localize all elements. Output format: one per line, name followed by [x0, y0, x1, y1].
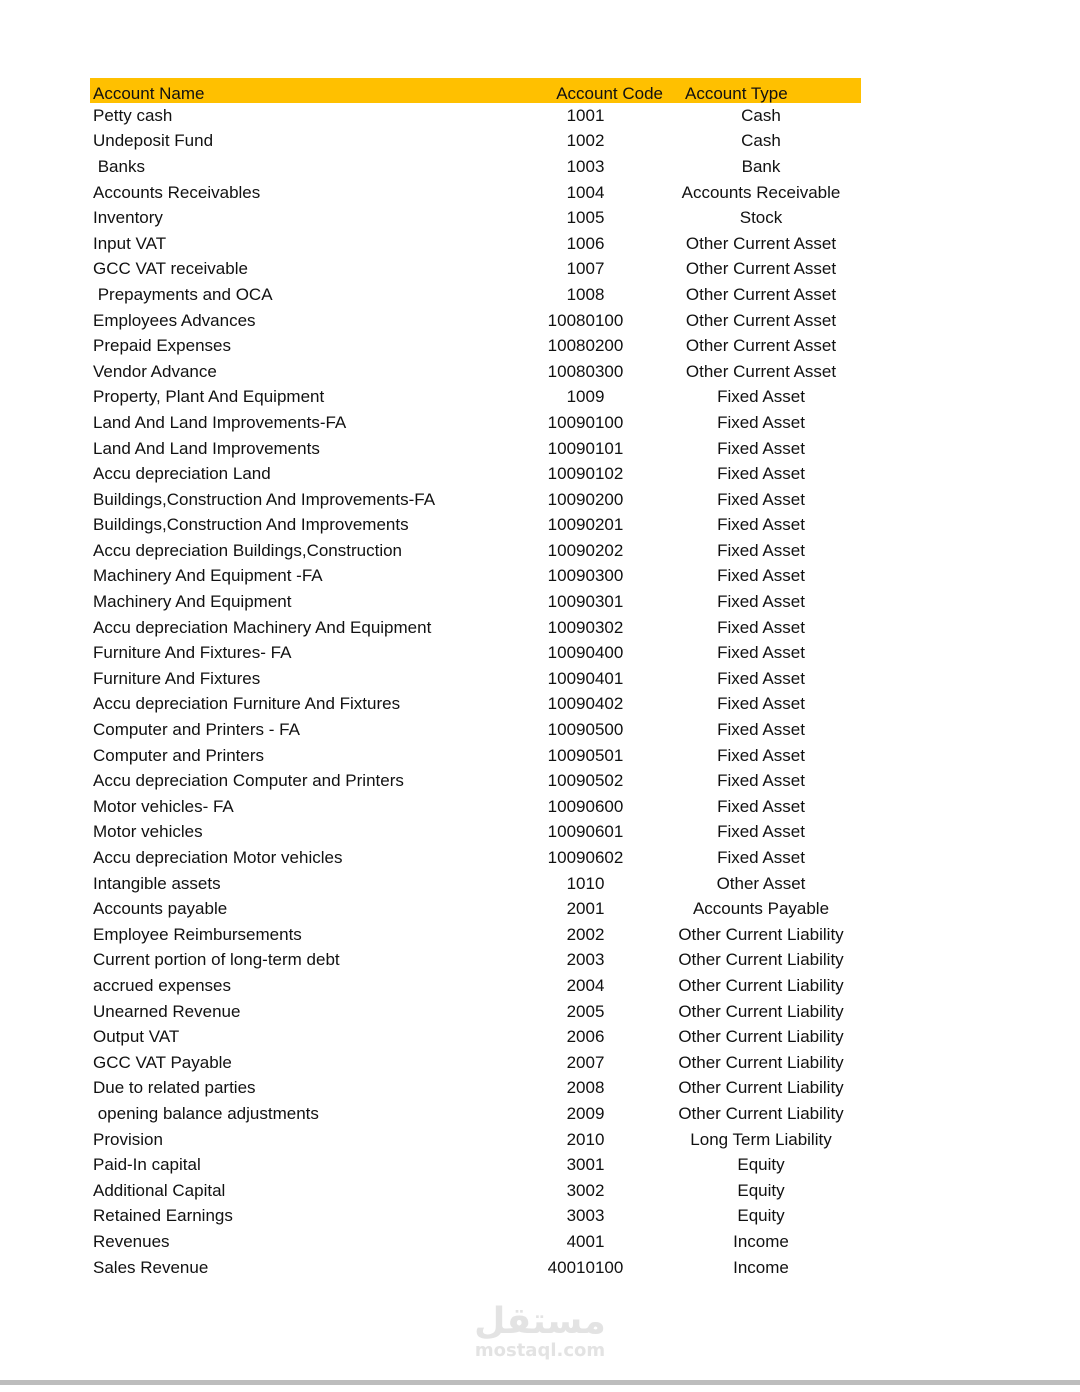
account-code-cell: 10090601 [547, 822, 624, 842]
watermark-logo-arabic: مستقل [474, 1301, 606, 1342]
table-header-row [90, 78, 861, 103]
account-type-cell: Equity [737, 1155, 785, 1175]
account-name-cell: Accu depreciation Buildings,Construction [93, 540, 403, 560]
account-name-cell: Undeposit Fund [93, 131, 214, 151]
account-code-cell: 1008 [566, 284, 605, 304]
table-row [90, 333, 861, 359]
account-name-cell: Furniture And Fixtures- FA [93, 643, 292, 663]
account-name-cell: Accu depreciation Motor vehicles [93, 848, 343, 868]
table-row [90, 103, 861, 129]
account-code-cell: 1006 [566, 233, 605, 253]
account-name-cell: Motor vehicles [93, 822, 203, 842]
account-code-cell: 1010 [566, 873, 605, 893]
account-type-cell: Other Current Liability [678, 975, 844, 995]
account-type-cell: Other Current Asset [685, 336, 837, 356]
account-type-cell: Fixed Asset [717, 796, 805, 816]
account-code-cell: 3003 [566, 1206, 605, 1226]
table-row [90, 205, 861, 231]
account-name-cell: Vendor Advance [93, 361, 217, 381]
account-name-cell: Retained Earnings [93, 1206, 233, 1226]
account-type-cell: Other Current Asset [685, 361, 837, 381]
account-code-cell: 10090300 [547, 566, 624, 586]
account-code-cell: 3002 [566, 1180, 605, 1200]
table-row [90, 1178, 861, 1204]
header-account-code-label: Account Code [556, 84, 663, 103]
account-name-cell: Accu depreciation Land [93, 464, 271, 484]
account-type-cell: Equity [737, 1180, 785, 1200]
table-row [90, 1101, 861, 1127]
table-row [90, 743, 861, 769]
account-code-cell: 10090201 [547, 515, 624, 535]
table-row [90, 538, 861, 564]
account-name-cell: Machinery And Equipment [93, 592, 292, 612]
table-row [90, 615, 861, 641]
account-type-cell: Accounts Payable [692, 899, 830, 919]
table-row [90, 845, 861, 871]
account-code-cell: 4001 [566, 1231, 605, 1251]
account-name-cell: accrued expenses [93, 975, 231, 995]
table-row [90, 1076, 861, 1102]
account-code-cell: 10090302 [547, 617, 624, 637]
account-type-cell: Other Current Asset [685, 310, 837, 330]
watermark-logo-latin: mostaql.com [474, 1340, 606, 1361]
account-name-cell: Unearned Revenue [93, 1001, 241, 1021]
account-type-cell: Fixed Asset [717, 720, 805, 740]
account-code-cell: 10090502 [547, 771, 624, 791]
account-code-cell: 1007 [566, 259, 605, 279]
account-code-cell: 1005 [566, 208, 605, 228]
account-name-cell: GCC VAT receivable [93, 259, 248, 279]
account-name-cell: Sales Revenue [93, 1257, 209, 1277]
account-type-cell: Fixed Asset [717, 566, 805, 586]
account-code-cell: 2003 [566, 950, 605, 970]
account-type-cell: Long Term Liability [690, 1129, 832, 1149]
table-row [90, 871, 861, 897]
account-name-cell: Machinery And Equipment -FA [93, 566, 323, 586]
account-type-cell: Accounts Receivable [681, 182, 841, 202]
account-code-cell: 1001 [566, 105, 605, 125]
table-row [90, 257, 861, 283]
table-row [90, 1255, 861, 1281]
table-row [90, 308, 861, 334]
table-row [90, 1152, 861, 1178]
account-name-cell: Furniture And Fixtures [93, 668, 261, 688]
table-row [90, 1229, 861, 1255]
table-row [90, 820, 861, 846]
account-name-cell: Accu depreciation Computer and Printers [93, 771, 404, 791]
table-row [90, 180, 861, 206]
table-row [90, 589, 861, 615]
table-row [90, 948, 861, 974]
account-code-cell: 10090402 [547, 694, 624, 714]
account-name-cell: Accu depreciation Furniture And Fixtures [93, 694, 401, 714]
account-type-cell: Fixed Asset [717, 745, 805, 765]
account-code-cell: 1004 [566, 182, 605, 202]
account-type-cell: Bank [741, 156, 781, 176]
account-name-cell: Buildings,Construction And Improvements-FA [93, 489, 436, 509]
account-name-cell: Due to related parties [93, 1078, 256, 1098]
account-code-cell: 10090202 [547, 540, 624, 560]
account-code-cell: 1009 [566, 387, 605, 407]
table-row [90, 436, 861, 462]
account-type-cell: Fixed Asset [717, 464, 805, 484]
account-code-cell: 2006 [566, 1027, 605, 1047]
account-type-cell: Fixed Asset [717, 387, 805, 407]
account-code-cell: 2010 [566, 1129, 605, 1149]
account-type-cell: Fixed Asset [717, 848, 805, 868]
table-row [90, 1050, 861, 1076]
table-row [90, 640, 861, 666]
account-type-cell: Fixed Asset [717, 617, 805, 637]
table-row [90, 385, 861, 411]
mostaql-watermark [470, 1303, 610, 1361]
account-type-cell: Other Current Liability [678, 1027, 844, 1047]
account-name-cell: Accu depreciation Machinery And Equipment [93, 617, 432, 637]
account-code-cell: 2002 [566, 924, 605, 944]
table-row [90, 1127, 861, 1153]
table-row [90, 564, 861, 590]
account-code-cell: 10090102 [547, 464, 624, 484]
account-type-cell: Fixed Asset [717, 515, 805, 535]
account-code-cell: 10090100 [547, 412, 624, 432]
account-code-cell: 10090500 [547, 720, 624, 740]
account-name-cell: Banks [93, 156, 145, 176]
account-name-cell: Inventory [93, 208, 163, 228]
account-type-cell: Other Current Liability [678, 1078, 844, 1098]
account-code-cell: 2008 [566, 1078, 605, 1098]
account-name-cell: opening balance adjustments [93, 1103, 319, 1123]
account-type-cell: Fixed Asset [717, 412, 805, 432]
account-code-cell: 10090602 [547, 848, 624, 868]
table-row [90, 768, 861, 794]
account-name-cell: Land And Land Improvements-FA [93, 412, 347, 432]
table-row [90, 1204, 861, 1230]
account-name-cell: Accounts payable [93, 899, 228, 919]
account-type-cell: Fixed Asset [717, 438, 805, 458]
table-row [90, 410, 861, 436]
header-account-type [663, 83, 861, 103]
header-account-name-label: Account Name [93, 84, 205, 103]
table-row [90, 922, 861, 948]
account-type-cell: Fixed Asset [717, 694, 805, 714]
account-name-cell: Employee Reimbursements [93, 924, 302, 944]
table-row [90, 231, 861, 257]
account-code-cell: 3001 [566, 1155, 605, 1175]
account-code-cell: 10090301 [547, 592, 624, 612]
account-code-cell: 10090101 [547, 438, 624, 458]
table-row [90, 461, 861, 487]
account-code-cell: 10080100 [547, 310, 624, 330]
account-type-cell: Fixed Asset [717, 822, 805, 842]
account-code-cell: 10090200 [547, 489, 624, 509]
table-row [90, 487, 861, 513]
account-code-cell: 10090401 [547, 668, 624, 688]
account-type-cell: Other Current Asset [685, 259, 837, 279]
account-name-cell: Additional Capital [93, 1180, 226, 1200]
table-row [90, 692, 861, 718]
account-name-cell: Intangible assets [93, 873, 221, 893]
account-name-cell: GCC VAT Payable [93, 1052, 232, 1072]
account-code-cell: 10090400 [547, 643, 624, 663]
table-row [90, 717, 861, 743]
account-name-cell: Paid-In capital [93, 1155, 201, 1175]
account-code-cell: 40010100 [547, 1257, 624, 1277]
account-code-cell: 10090501 [547, 745, 624, 765]
table-row [90, 1024, 861, 1050]
chart-of-accounts-table [90, 78, 861, 1280]
account-type-cell: Other Current Liability [678, 950, 844, 970]
account-code-cell: 1003 [566, 156, 605, 176]
account-type-cell: Cash [741, 105, 781, 125]
table-row [90, 359, 861, 385]
account-type-cell: Other Current Liability [678, 1052, 844, 1072]
account-type-cell: Fixed Asset [717, 643, 805, 663]
account-code-cell: 2005 [566, 1001, 605, 1021]
account-type-cell: Fixed Asset [717, 489, 805, 509]
account-type-cell: Other Asset [716, 873, 806, 893]
header-account-code [520, 83, 663, 103]
account-type-cell: Income [733, 1257, 789, 1277]
table-row [90, 513, 861, 539]
table-row [90, 794, 861, 820]
table-row [90, 666, 861, 692]
header-account-name [90, 83, 520, 103]
account-type-cell: Stock [739, 208, 783, 228]
table-row [90, 896, 861, 922]
account-name-cell: Motor vehicles- FA [93, 796, 234, 816]
account-type-cell: Fixed Asset [717, 540, 805, 560]
account-name-cell: Accounts Receivables [93, 182, 261, 202]
account-name-cell: Input VAT [93, 233, 167, 253]
table-row [90, 999, 861, 1025]
table-row [90, 129, 861, 155]
account-type-cell: Income [733, 1231, 789, 1251]
account-type-cell: Equity [737, 1206, 785, 1226]
account-name-cell: Computer and Printers [93, 745, 265, 765]
account-type-cell: Other Current Asset [685, 284, 837, 304]
page-bottom-divider [0, 1380, 1080, 1385]
table-body [90, 103, 861, 1280]
account-code-cell: 2009 [566, 1103, 605, 1123]
account-type-cell: Fixed Asset [717, 592, 805, 612]
account-name-cell: Current portion of long-term debt [93, 950, 340, 970]
account-name-cell: Property, Plant And Equipment [93, 387, 325, 407]
account-name-cell: Prepayments and OCA [93, 284, 273, 304]
table-row [90, 154, 861, 180]
account-name-cell: Revenues [93, 1231, 170, 1251]
account-type-cell: Other Current Asset [685, 233, 837, 253]
account-code-cell: 2001 [566, 899, 605, 919]
account-name-cell: Petty cash [93, 105, 173, 125]
account-type-cell: Fixed Asset [717, 771, 805, 791]
table-row [90, 282, 861, 308]
account-type-cell: Cash [741, 131, 781, 151]
account-code-cell: 2004 [566, 975, 605, 995]
account-name-cell: Buildings,Construction And Improvements [93, 515, 409, 535]
account-type-cell: Other Current Liability [678, 924, 844, 944]
table-row [90, 973, 861, 999]
account-code-cell: 10080300 [547, 361, 624, 381]
account-name-cell: Provision [93, 1129, 163, 1149]
account-type-cell: Fixed Asset [717, 668, 805, 688]
account-name-cell: Computer and Printers - FA [93, 720, 300, 740]
account-name-cell: Prepaid Expenses [93, 336, 231, 356]
account-type-cell: Other Current Liability [678, 1103, 844, 1123]
account-code-cell: 2007 [566, 1052, 605, 1072]
header-account-type-label: Account Type [685, 84, 788, 103]
account-name-cell: Output VAT [93, 1027, 180, 1047]
account-type-cell: Other Current Liability [678, 1001, 844, 1021]
account-name-cell: Land And Land Improvements [93, 438, 320, 458]
account-code-cell: 10080200 [547, 336, 624, 356]
account-name-cell: Employees Advances [93, 310, 256, 330]
account-code-cell: 1002 [566, 131, 605, 151]
account-code-cell: 10090600 [547, 796, 624, 816]
